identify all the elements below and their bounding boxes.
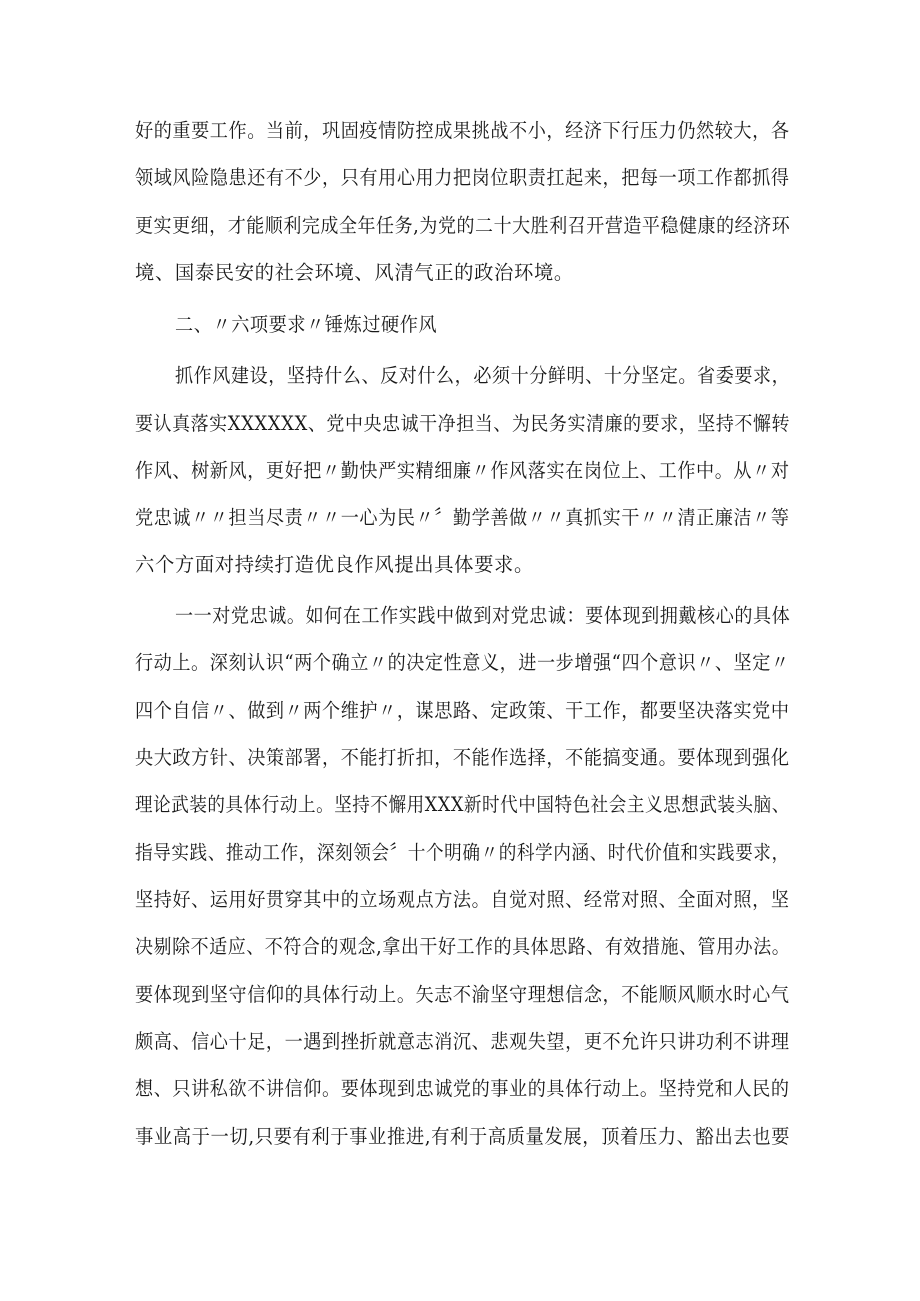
- paragraph-first-line: 一一对党忠诚。如何在工作实践中做到对党忠诚：要体现到拥戴核心的具体: [175, 604, 791, 627]
- text-line: 领域风险隐患还有不少，只有用心用力把岗位职责扛起来，把每一项工作都抓得: [135, 166, 790, 189]
- text-line: 四个自信〃、做到〃两个维护〃，谋思路、定政策、干工作，都要坚决落实党中: [135, 699, 790, 722]
- text-line: 理论武装的具体行动上。坚持不懈用XXX新时代中国特色社会主义思想武装头脑、: [135, 793, 790, 816]
- text-line: 六个方面对持续打造优良作风提出具体要求。: [135, 553, 534, 576]
- text-line: 境、国泰民安的社会环境、风清气正的政治环境。: [135, 261, 574, 284]
- text-line: 更实更细，才能顺利完成全年任务,为党的二十大胜利召开营造平稳健康的经济环: [135, 214, 791, 237]
- paragraph-first-line: 抓作风建设，坚持什么、反对什么，必须十分鲜明、十分坚定。省委要求，: [175, 364, 791, 387]
- text-line: 要认真落实XXXXXX、党中央忠诚干净担当、为民务实清廉的要求，坚持不懈转: [135, 412, 790, 435]
- text-line: 行动上。深刻认识“两个确立〃的决定性意义，进一步增强“四个意识〃、坚定〃: [135, 651, 790, 674]
- text-line: 坚持好、运用好贯穿其中的立场观点方法。自觉对照、经常对照、全面对照，坚: [135, 888, 790, 911]
- text-line: 指导实践、推动工作，深刻领会〞十个明确〃的科学内涵、时代价值和实践要求，: [135, 841, 790, 864]
- text-line: 事业高于一切,只要有利于事业推进,有利于高质量发展，顶着压力、豁出去也要: [135, 1125, 790, 1148]
- text-line: 央大政方针、决策部署，不能打折扣，不能作选择，不能搞变通。要体现到强化: [135, 746, 790, 769]
- text-line: 要体现到坚守信仰的具体行动上。矢志不渝坚守理想信念，不能顺风顺水时心气: [135, 983, 790, 1006]
- text-line: 想、只讲私欲不讲信仰。要体现到忠诚党的事业的具体行动上。坚持党和人民的: [135, 1077, 790, 1100]
- text-line: 决剔除不适应、不符合的观念,拿出干好工作的具体思路、有效措施、管用办法。: [135, 935, 791, 958]
- text-line: 颇高、信心十足，一遇到挫折就意志消沉、悲观失望，更不允许只讲功利不讲理: [135, 1030, 790, 1053]
- text-line: 作风、树新风，更好把〃勤快严实精细廉〃作风落实在岗位上、工作中。从〃对: [135, 459, 790, 482]
- text-line: 党忠诚〃〃担当尽责〃〃一心为民〃〞勤学善做〃〃真抓实干〃〃清正廉洁〃等: [135, 506, 790, 529]
- text-line: 好的重要工作。当前，巩固疫情防控成果挑战不小，经济下行压力仍然较大，各: [135, 119, 790, 142]
- section-heading: 二、〃六项要求〃锤炼过硬作风: [175, 313, 438, 336]
